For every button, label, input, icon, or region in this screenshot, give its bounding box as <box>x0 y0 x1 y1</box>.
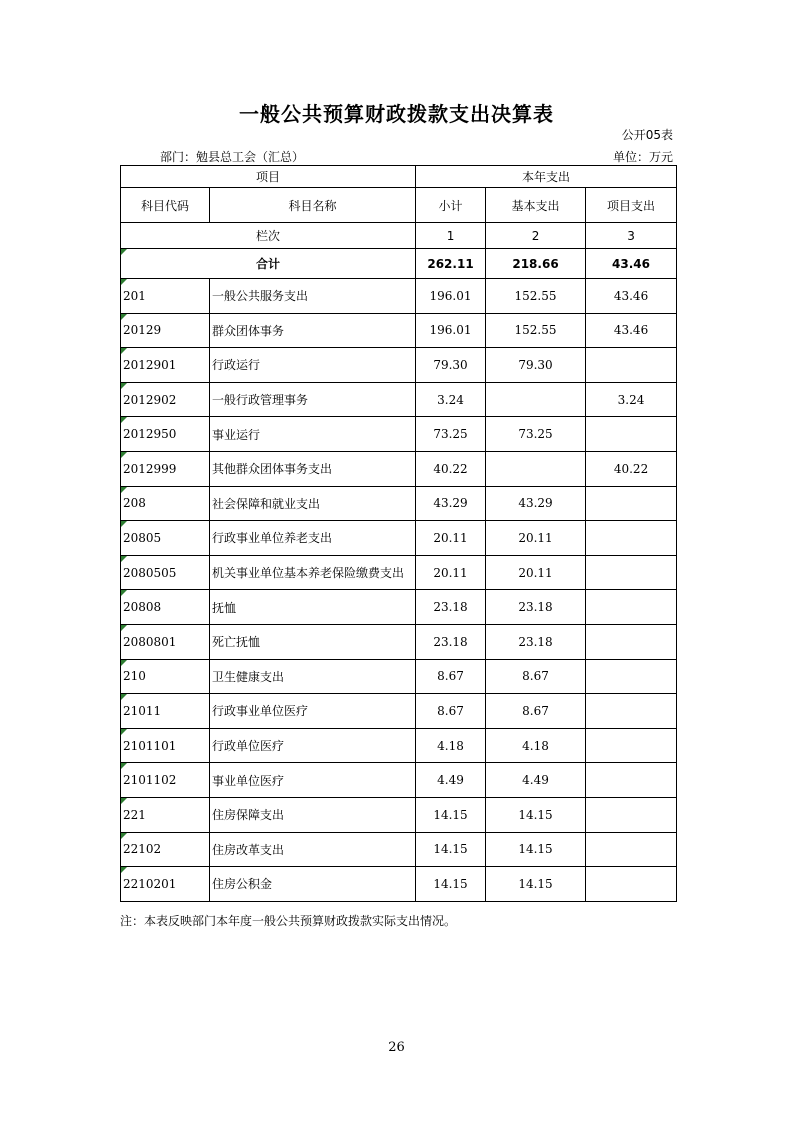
row-code: 2101101 <box>121 728 210 763</box>
department-label: 部门：勉县总工会（汇总） <box>160 150 305 164</box>
table-row <box>121 417 677 452</box>
row-basic: 4.18 <box>486 728 586 763</box>
row-project <box>586 867 677 902</box>
cell-marker <box>121 521 127 527</box>
row-name: 群众团体事务 <box>210 313 416 348</box>
row-name: 住房公积金 <box>210 867 416 902</box>
header-name: 科目名称 <box>210 188 416 223</box>
row-code: 2101102 <box>121 763 210 798</box>
total-label: 合计 <box>121 249 416 279</box>
cell-marker <box>121 249 127 255</box>
cell-marker <box>121 279 127 285</box>
row-name: 一般公共服务支出 <box>210 279 416 314</box>
row-subtotal: 196.01 <box>416 313 486 348</box>
row-code: 2080801 <box>121 624 210 659</box>
row-subtotal: 3.24 <box>416 382 486 417</box>
row-subtotal: 8.67 <box>416 659 486 694</box>
row-code: 201 <box>121 279 210 314</box>
row-subtotal: 79.30 <box>416 348 486 383</box>
cell-marker <box>121 833 127 839</box>
cell-marker <box>121 763 127 769</box>
table-row <box>121 763 677 798</box>
header-code: 科目代码 <box>121 188 210 223</box>
column-index-1: 1 <box>416 223 486 249</box>
cell-marker <box>121 867 127 873</box>
table-code: 公开05表 <box>621 128 673 142</box>
column-label: 栏次 <box>121 223 416 249</box>
row-subtotal: 23.18 <box>416 624 486 659</box>
column-index-2: 2 <box>486 223 586 249</box>
header-basic: 基本支出 <box>486 188 586 223</box>
row-name: 机关事业单位基本养老保险缴费支出 <box>210 555 416 590</box>
row-name: 事业运行 <box>210 417 416 452</box>
table-row <box>121 382 677 417</box>
row-code: 2012901 <box>121 348 210 383</box>
row-project: 43.46 <box>586 313 677 348</box>
row-basic: 152.55 <box>486 313 586 348</box>
header-row-1 <box>121 166 677 188</box>
table-row <box>121 521 677 556</box>
row-subtotal: 8.67 <box>416 694 486 729</box>
column-index-3: 3 <box>586 223 677 249</box>
table-row <box>121 797 677 832</box>
total-basic: 218.66 <box>486 249 586 279</box>
row-basic: 14.15 <box>486 832 586 867</box>
row-code: 221 <box>121 797 210 832</box>
row-subtotal: 43.29 <box>416 486 486 521</box>
row-project <box>586 659 677 694</box>
row-basic <box>486 382 586 417</box>
row-name: 一般行政管理事务 <box>210 382 416 417</box>
cell-marker <box>121 590 127 596</box>
row-subtotal: 14.15 <box>416 867 486 902</box>
table-body <box>121 279 677 902</box>
row-name: 社会保障和就业支出 <box>210 486 416 521</box>
row-code: 208 <box>121 486 210 521</box>
row-name: 事业单位医疗 <box>210 763 416 798</box>
cell-marker <box>121 660 127 666</box>
row-project <box>586 348 677 383</box>
table-row <box>121 348 677 383</box>
row-basic <box>486 451 586 486</box>
row-name: 抚恤 <box>210 590 416 625</box>
cell-marker <box>121 452 127 458</box>
row-basic: 20.11 <box>486 521 586 556</box>
row-name: 住房保障支出 <box>210 797 416 832</box>
row-code: 20805 <box>121 521 210 556</box>
row-subtotal: 4.18 <box>416 728 486 763</box>
row-project <box>586 763 677 798</box>
row-code: 21011 <box>121 694 210 729</box>
cell-marker <box>121 729 127 735</box>
cell-marker <box>121 556 127 562</box>
row-subtotal: 14.15 <box>416 832 486 867</box>
cell-marker <box>121 798 127 804</box>
unit-label: 单位：万元 <box>612 150 673 164</box>
row-basic: 73.25 <box>486 417 586 452</box>
row-code: 2012950 <box>121 417 210 452</box>
cell-marker <box>121 694 127 700</box>
table-row <box>121 867 677 902</box>
row-subtotal: 14.15 <box>416 797 486 832</box>
header-project-exp: 项目支出 <box>586 188 677 223</box>
row-name: 行政运行 <box>210 348 416 383</box>
header-current-year: 本年支出 <box>416 166 677 188</box>
row-name: 行政事业单位养老支出 <box>210 521 416 556</box>
table-row <box>121 694 677 729</box>
row-subtotal: 73.25 <box>416 417 486 452</box>
row-subtotal: 23.18 <box>416 590 486 625</box>
table-row <box>121 279 677 314</box>
cell-marker <box>121 383 127 389</box>
row-basic: 8.67 <box>486 659 586 694</box>
table-row <box>121 728 677 763</box>
row-subtotal: 196.01 <box>416 279 486 314</box>
row-subtotal: 20.11 <box>416 521 486 556</box>
row-basic: 23.18 <box>486 624 586 659</box>
table-row <box>121 451 677 486</box>
cell-marker <box>121 314 127 320</box>
row-project <box>586 590 677 625</box>
row-code: 2012999 <box>121 451 210 486</box>
header-project: 项目 <box>121 166 416 188</box>
row-subtotal: 4.49 <box>416 763 486 798</box>
row-name: 死亡抚恤 <box>210 624 416 659</box>
row-project: 3.24 <box>586 382 677 417</box>
row-basic: 43.29 <box>486 486 586 521</box>
row-name: 行政单位医疗 <box>210 728 416 763</box>
cell-marker <box>121 625 127 631</box>
row-project: 40.22 <box>586 451 677 486</box>
table-row <box>121 832 677 867</box>
page-title: 一般公共预算财政拨款支出决算表 <box>239 102 554 126</box>
cell-marker <box>121 487 127 493</box>
total-subtotal: 262.11 <box>416 249 486 279</box>
header-subtotal: 小计 <box>416 188 486 223</box>
row-basic: 4.49 <box>486 763 586 798</box>
table-row <box>121 624 677 659</box>
cell-marker <box>121 348 127 354</box>
row-name: 卫生健康支出 <box>210 659 416 694</box>
row-project <box>586 486 677 521</box>
row-basic: 20.11 <box>486 555 586 590</box>
row-code: 2210201 <box>121 867 210 902</box>
row-code: 20129 <box>121 313 210 348</box>
row-project <box>586 797 677 832</box>
table-row <box>121 313 677 348</box>
row-project <box>586 417 677 452</box>
column-index-row <box>121 223 677 249</box>
row-project <box>586 728 677 763</box>
header-row-2 <box>121 188 677 223</box>
table-row <box>121 590 677 625</box>
table-row <box>121 555 677 590</box>
row-project <box>586 555 677 590</box>
row-basic: 152.55 <box>486 279 586 314</box>
table-row <box>121 659 677 694</box>
row-code: 20808 <box>121 590 210 625</box>
total-row <box>121 249 677 279</box>
row-code: 2080505 <box>121 555 210 590</box>
row-project <box>586 624 677 659</box>
row-subtotal: 40.22 <box>416 451 486 486</box>
row-name: 住房改革支出 <box>210 832 416 867</box>
row-project <box>586 832 677 867</box>
expenditure-table <box>120 165 677 902</box>
row-project: 43.46 <box>586 279 677 314</box>
row-code: 210 <box>121 659 210 694</box>
row-project <box>586 521 677 556</box>
cell-marker <box>121 417 127 423</box>
row-basic: 8.67 <box>486 694 586 729</box>
row-code: 2012902 <box>121 382 210 417</box>
row-name: 其他群众团体事务支出 <box>210 451 416 486</box>
total-project: 43.46 <box>586 249 677 279</box>
row-basic: 79.30 <box>486 348 586 383</box>
row-basic: 14.15 <box>486 797 586 832</box>
table-row <box>121 486 677 521</box>
row-subtotal: 20.11 <box>416 555 486 590</box>
row-name: 行政事业单位医疗 <box>210 694 416 729</box>
page-number: 26 <box>388 1040 405 1055</box>
table-note: 注：本表反映部门本年度一般公共预算财政拨款实际支出情况。 <box>120 914 457 928</box>
row-code: 22102 <box>121 832 210 867</box>
row-basic: 23.18 <box>486 590 586 625</box>
row-basic: 14.15 <box>486 867 586 902</box>
row-project <box>586 694 677 729</box>
